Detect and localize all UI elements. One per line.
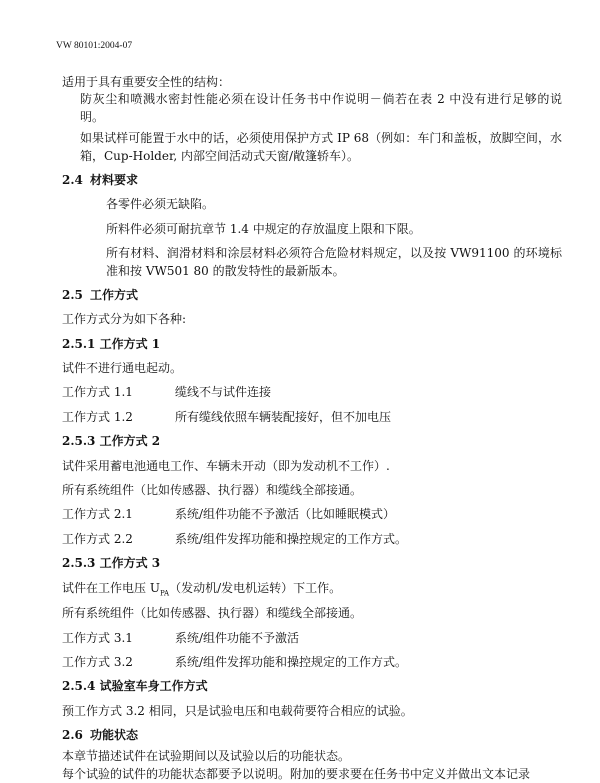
work-mode-value: 系统/组件功能不予激活（比如睡眠模式）	[175, 507, 396, 522]
work-mode-row	[62, 409, 562, 426]
work-mode-key: 工作方式 2.1	[62, 507, 133, 522]
document-body	[62, 74, 562, 783]
document-id-header: VW 80101:2004-07	[56, 41, 133, 51]
function-state-desc-2: 每个试验的试件的功能状态都要予以说明。附加的要求要在任务书中定义并做出文本记录	[62, 766, 531, 781]
section-2-5-heading	[62, 287, 562, 304]
work-modes-intro: 工作方式分为如下各种:	[62, 312, 187, 327]
subsection-2-5-1-desc: 试件不进行通电起动。	[62, 361, 183, 376]
work-mode-key: 工作方式 1.1	[62, 385, 133, 400]
work-mode-key: 工作方式 2.2	[62, 531, 133, 546]
section-number: 2.6	[62, 728, 83, 743]
work-mode-value: 所有缆线依照车辆装配接好，但不加电压	[175, 409, 392, 424]
work-mode-value: 系统/组件功能不予激活	[175, 630, 300, 645]
subsection-2-5-2-heading: 2.5.3 工作方式 2	[62, 434, 161, 449]
section-title: 功能状态	[90, 728, 139, 743]
subsection-2-5-3-desc-2: 所有系统组件（比如传感器、执行器）和缆线全部接通。	[62, 606, 363, 621]
desc-post: （发动机/发电机运转）下工作。	[169, 580, 342, 595]
voltage-subscript: PA	[159, 588, 170, 597]
section-title: 材料要求	[90, 172, 139, 187]
work-mode-value: 系统/组件发挥功能和操控规定的工作方式。	[175, 531, 408, 546]
subsection-2-5-4-heading: 2.5.4 试验室车身工作方式	[62, 679, 208, 694]
intro-line-2: 防灰尘和喷溅水密封性能必须在设计任务书中作说明－倘若在表 2 中没有进行足够的说明。	[80, 92, 562, 124]
subsection-2-5-3-desc-1	[62, 580, 562, 599]
subsection-2-5-1-heading: 2.5.1 工作方式 1	[62, 336, 161, 351]
subsection-2-5-3-heading: 2.5.3 工作方式 3	[62, 556, 161, 571]
desc-pre: 试件在工作电压 U	[62, 580, 160, 595]
section-number: 2.4	[62, 172, 83, 187]
work-mode-row	[62, 654, 562, 671]
material-requirement-2: 所料件必须可耐抗章节 1.4 中规定的存放温度上限和下限。	[106, 221, 421, 236]
material-requirement-3: 所有材料、润滑材料和涂层材料必须符合危险材料规定，以及按 VW91100 的环境标准和按 VW501 80 的散发特性的最新版本。	[106, 246, 562, 278]
function-state-desc-1: 本章节描述试件在试验期间以及试验以后的功能状态。	[62, 749, 351, 764]
work-mode-value: 缆线不与试件连接	[175, 385, 272, 400]
intro-line-1: 适用于具有重要安全性的结构：	[62, 75, 231, 89]
subsection-2-5-2-desc-2: 所有系统组件（比如传感器、执行器）和缆线全部接通。	[62, 483, 363, 498]
work-mode-row	[62, 531, 562, 548]
work-mode-row	[62, 384, 562, 401]
work-mode-value: 系统/组件发挥功能和操控规定的工作方式。	[175, 654, 408, 669]
work-mode-row	[62, 506, 562, 523]
subsection-2-5-2-desc-1: 试件采用蓄电池通电工作、车辆未开动（即为发动机不工作）.	[62, 458, 390, 473]
work-mode-row	[62, 630, 562, 647]
material-requirement-1: 各零件必须无缺陷。	[106, 197, 215, 212]
work-mode-key: 工作方式 1.2	[62, 409, 133, 424]
work-mode-key: 工作方式 3.2	[62, 654, 133, 669]
subsection-2-5-4-desc: 预工作方式 3.2 相同，只是试验电压和电载荷要符合相应的试验。	[62, 703, 413, 718]
section-number: 2.5	[62, 287, 83, 302]
work-mode-key: 工作方式 3.1	[62, 630, 133, 645]
section-2-4-heading	[62, 172, 562, 189]
section-2-6-heading	[62, 727, 562, 744]
intro-line-3: 如果试样可能置于水中的话，必须使用保护方式 IP 68（例如：车门和盖板，放脚空间，水箱，Cup-Holder, 内部空间活动式天窗/敞篷轿车）。	[80, 131, 562, 163]
section-title: 工作方式	[90, 287, 139, 302]
